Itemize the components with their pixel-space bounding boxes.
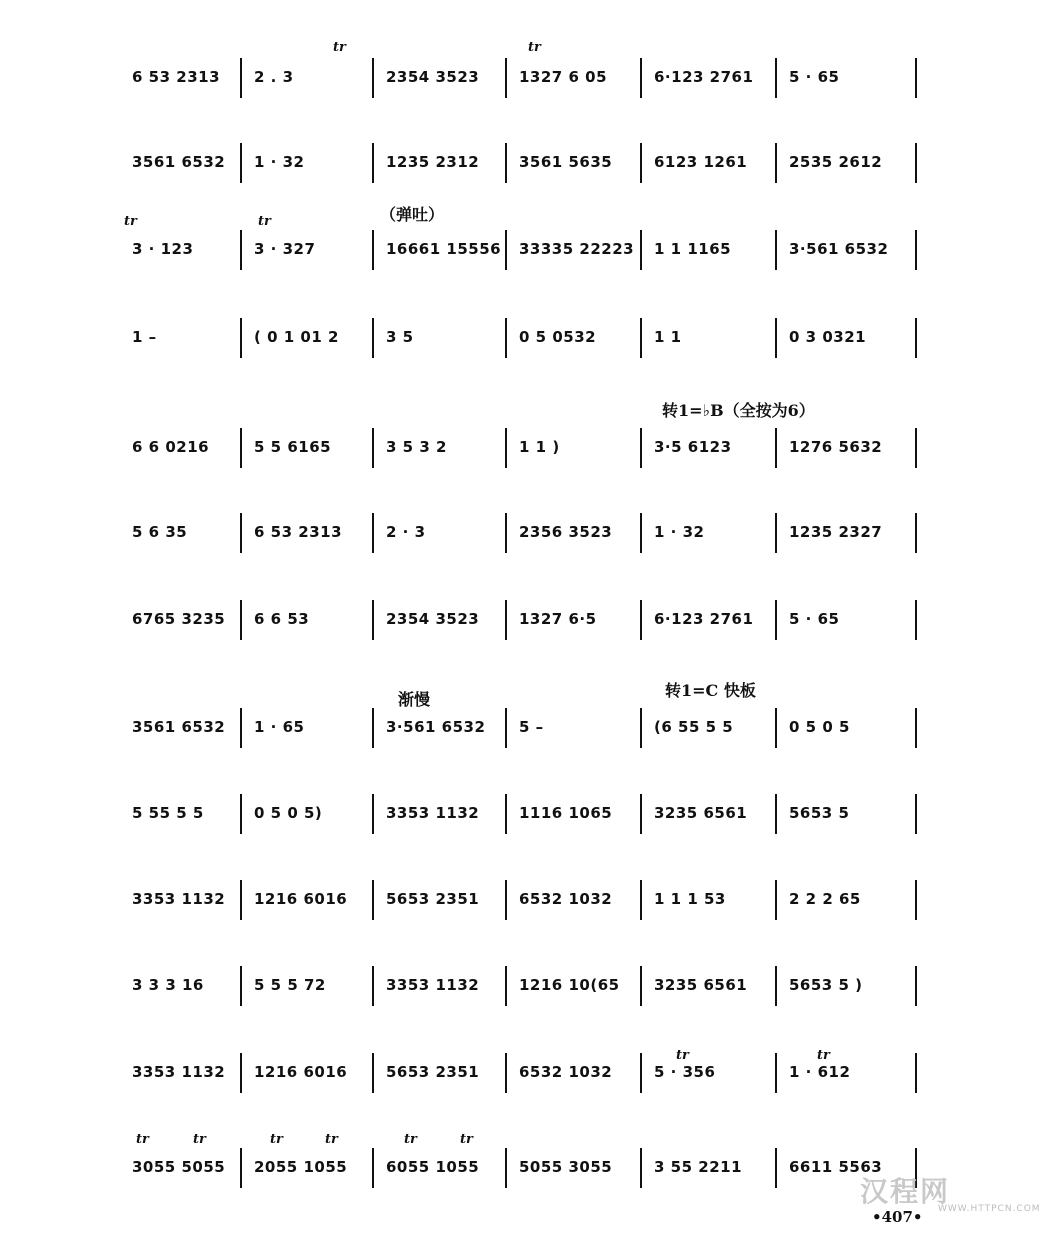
trill-mark: tr (270, 1132, 283, 1147)
measure: 3 55 2211 (654, 1158, 743, 1176)
measure: 6055 1055 (386, 1158, 480, 1176)
barline (505, 1053, 507, 1093)
barline (372, 708, 374, 748)
barline (640, 966, 642, 1006)
measure: 1 1 (654, 328, 682, 346)
measure: 6 6 0216 (132, 438, 210, 456)
measure: 5 6 35 (132, 523, 188, 541)
measure: 1327 6·5 (519, 610, 597, 628)
barline (505, 880, 507, 920)
barline (240, 708, 242, 748)
jianman-annotation: 渐慢 (398, 690, 431, 709)
barline (775, 600, 777, 640)
trill-mark: tr (136, 1132, 149, 1147)
barline (240, 880, 242, 920)
barline (775, 1148, 777, 1188)
barline (915, 230, 917, 270)
trill-mark: tr (817, 1048, 830, 1063)
key-change-b-annotation: 转1=♭B（全按为6） (662, 401, 815, 420)
measure: 3·5 6123 (654, 438, 732, 456)
barline (372, 58, 374, 98)
barline (915, 143, 917, 183)
barline (372, 1148, 374, 1188)
barline (775, 1053, 777, 1093)
measure: 3·561 6532 (386, 718, 486, 736)
barline (240, 58, 242, 98)
trill-mark: tr (258, 214, 271, 229)
barline (372, 794, 374, 834)
measure: 5 · 65 (789, 68, 840, 86)
barline (505, 708, 507, 748)
barline (640, 880, 642, 920)
measure: 1 1 1165 (654, 240, 732, 258)
measure: 3353 1132 (132, 1063, 226, 1081)
measure: 6·123 2761 (654, 68, 754, 86)
score-line (0, 786, 1050, 846)
barline (505, 1148, 507, 1188)
barline (915, 318, 917, 358)
measure: 3 3 3 16 (132, 976, 204, 994)
measure: 3·561 6532 (789, 240, 889, 258)
measure: 1276 5632 (789, 438, 883, 456)
barline (372, 318, 374, 358)
score-line (0, 592, 1050, 652)
measure: 5653 2351 (386, 1063, 480, 1081)
measure: 5 55 5 5 (132, 804, 204, 822)
measure: 5055 3055 (519, 1158, 613, 1176)
measure: 3353 1132 (386, 976, 480, 994)
score-line (0, 310, 1050, 370)
barline (372, 966, 374, 1006)
measure: 1 · 32 (254, 153, 305, 171)
barline (915, 966, 917, 1006)
measure: 3235 6561 (654, 976, 748, 994)
barline (240, 143, 242, 183)
barline (915, 1053, 917, 1093)
trill-mark: tr (528, 40, 541, 55)
barline (775, 230, 777, 270)
trill-mark: tr (325, 1132, 338, 1147)
score-line (0, 872, 1050, 932)
barline (372, 1053, 374, 1093)
barline (640, 230, 642, 270)
measure: 3 · 327 (254, 240, 316, 258)
trill-mark: tr (124, 214, 137, 229)
barline (505, 143, 507, 183)
measure: 1235 2327 (789, 523, 883, 541)
barline (915, 880, 917, 920)
barline (640, 1148, 642, 1188)
measure: 1 · 612 (789, 1063, 851, 1081)
measure: 6532 1032 (519, 1063, 613, 1081)
measure: 3561 6532 (132, 153, 226, 171)
measure: 2 . 3 (254, 68, 294, 86)
score-line (0, 1045, 1050, 1105)
barline (775, 58, 777, 98)
barline (372, 230, 374, 270)
measure: 1 1 1 53 (654, 890, 726, 908)
barline (640, 1053, 642, 1093)
barline (240, 794, 242, 834)
barline (915, 794, 917, 834)
measure: 5 · 65 (789, 610, 840, 628)
measure: 2 2 2 65 (789, 890, 861, 908)
barline (240, 600, 242, 640)
measure: 6 53 2313 (254, 523, 343, 541)
measure: 1216 6016 (254, 1063, 348, 1081)
barline (372, 143, 374, 183)
barline (240, 513, 242, 553)
measure: 3561 5635 (519, 153, 613, 171)
measure: 3 · 123 (132, 240, 194, 258)
trill-mark: tr (193, 1132, 206, 1147)
barline (640, 708, 642, 748)
barline (915, 708, 917, 748)
score-line (0, 700, 1050, 760)
barline (240, 230, 242, 270)
measure: 6 6 53 (254, 610, 310, 628)
barline (640, 143, 642, 183)
measure: 5 – (519, 718, 544, 736)
barline (372, 600, 374, 640)
measure: 0 5 0 5) (254, 804, 323, 822)
barline (240, 1148, 242, 1188)
measure: 1 1 ) (519, 438, 560, 456)
measure: 6 53 2313 (132, 68, 221, 86)
barline (640, 318, 642, 358)
measure: 1216 6016 (254, 890, 348, 908)
measure: 2356 3523 (519, 523, 613, 541)
trill-mark: tr (676, 1048, 689, 1063)
score-line (0, 505, 1050, 565)
barline (372, 428, 374, 468)
page-number: •407• (872, 1208, 923, 1226)
barline (240, 966, 242, 1006)
measure: 3561 6532 (132, 718, 226, 736)
measure: 0 5 0532 (519, 328, 597, 346)
measure: 3 5 (386, 328, 414, 346)
measure: 1327 6 05 (519, 68, 608, 86)
measure: 6765 3235 (132, 610, 226, 628)
measure: 2055 1055 (254, 1158, 348, 1176)
measure: 16661 15556 (386, 240, 502, 258)
trill-mark: tr (404, 1132, 417, 1147)
barline (505, 600, 507, 640)
measure: 5 5 5 72 (254, 976, 326, 994)
measure: 0 5 0 5 (789, 718, 850, 736)
barline (640, 794, 642, 834)
score-line (0, 135, 1050, 195)
trill-mark: tr (333, 40, 346, 55)
barline (505, 230, 507, 270)
barline (505, 58, 507, 98)
measure: 6611 5563 (789, 1158, 883, 1176)
barline (505, 966, 507, 1006)
barline (775, 143, 777, 183)
measure: ( 0 1 01 2 (254, 328, 339, 346)
measure: 3353 1132 (386, 804, 480, 822)
measure: 0 3 0321 (789, 328, 867, 346)
measure: 3235 6561 (654, 804, 748, 822)
measure: 2354 3523 (386, 68, 480, 86)
barline (505, 318, 507, 358)
tanchu-annotation: （弹吐） (380, 205, 445, 224)
score-line (0, 50, 1050, 110)
measure: 2535 2612 (789, 153, 883, 171)
barline (915, 513, 917, 553)
measure: 1116 1065 (519, 804, 613, 822)
measure: 2354 3523 (386, 610, 480, 628)
barline (775, 708, 777, 748)
score-line (0, 958, 1050, 1018)
barline (775, 794, 777, 834)
measure: 1235 2312 (386, 153, 480, 171)
barline (775, 428, 777, 468)
barline (775, 880, 777, 920)
barline (775, 966, 777, 1006)
score-line (0, 420, 1050, 480)
barline (640, 58, 642, 98)
key-change-c-annotation: 转1=C 快板 (665, 681, 756, 700)
measure: 1 · 65 (254, 718, 305, 736)
watermark-logo: 汉程网 (860, 1175, 951, 1208)
measure: (6 55 5 5 (654, 718, 734, 736)
barline (640, 600, 642, 640)
barline (775, 513, 777, 553)
trill-mark: tr (460, 1132, 473, 1147)
barline (240, 428, 242, 468)
measure: 3 5 3 2 (386, 438, 447, 456)
barline (240, 318, 242, 358)
measure: 3353 1132 (132, 890, 226, 908)
barline (640, 513, 642, 553)
barline (505, 513, 507, 553)
measure: 5 5 6165 (254, 438, 332, 456)
measure: 5653 5 (789, 804, 850, 822)
measure: 33335 22223 (519, 240, 635, 258)
measure: 2 · 3 (386, 523, 426, 541)
barline (372, 880, 374, 920)
measure: 6123 1261 (654, 153, 748, 171)
barline (240, 1053, 242, 1093)
barline (775, 318, 777, 358)
barline (915, 58, 917, 98)
measure: 6·123 2761 (654, 610, 754, 628)
barline (505, 794, 507, 834)
measure: 6532 1032 (519, 890, 613, 908)
measure: 5653 5 ) (789, 976, 863, 994)
watermark-url: WWW.HTTPCN.COM (938, 1204, 1041, 1214)
barline (915, 600, 917, 640)
measure: 1216 10(65 (519, 976, 620, 994)
barline (915, 428, 917, 468)
measure: 1 – (132, 328, 157, 346)
barline (505, 428, 507, 468)
measure: 5653 2351 (386, 890, 480, 908)
measure: 1 · 32 (654, 523, 705, 541)
barline (640, 428, 642, 468)
measure: 3055 5055 (132, 1158, 226, 1176)
barline (372, 513, 374, 553)
score-line (0, 222, 1050, 282)
measure: 5 · 356 (654, 1063, 716, 1081)
